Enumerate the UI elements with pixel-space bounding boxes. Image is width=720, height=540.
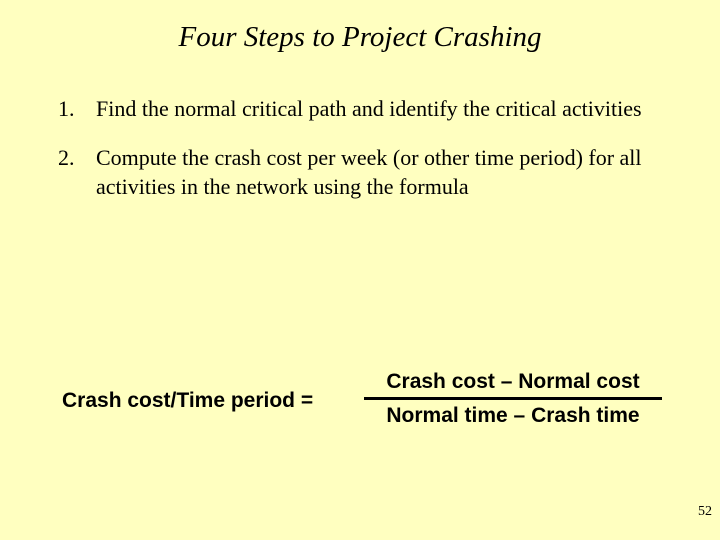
step-text: Compute the crash cost per week (or other time period) for all activities in the network using the formula (96, 145, 642, 199)
formula-numerator: Crash cost – Normal cost (386, 370, 640, 393)
formula-lhs: Crash cost/Time period = (62, 389, 314, 412)
steps-list (58, 94, 658, 201)
formula-fraction (364, 368, 662, 430)
step-number: 2. (58, 145, 75, 170)
fraction-bar (364, 397, 662, 400)
list-item (58, 143, 658, 201)
slide-number: 52 (698, 504, 712, 519)
step-text: Find the normal critical path and identify the critical activities (96, 96, 642, 121)
slide-title: Four Steps to Project Crashing (178, 21, 542, 53)
crash-cost-formula (62, 368, 662, 432)
list-item (58, 94, 658, 123)
formula-denominator: Normal time – Crash time (386, 404, 640, 427)
step-number: 1. (58, 96, 75, 121)
